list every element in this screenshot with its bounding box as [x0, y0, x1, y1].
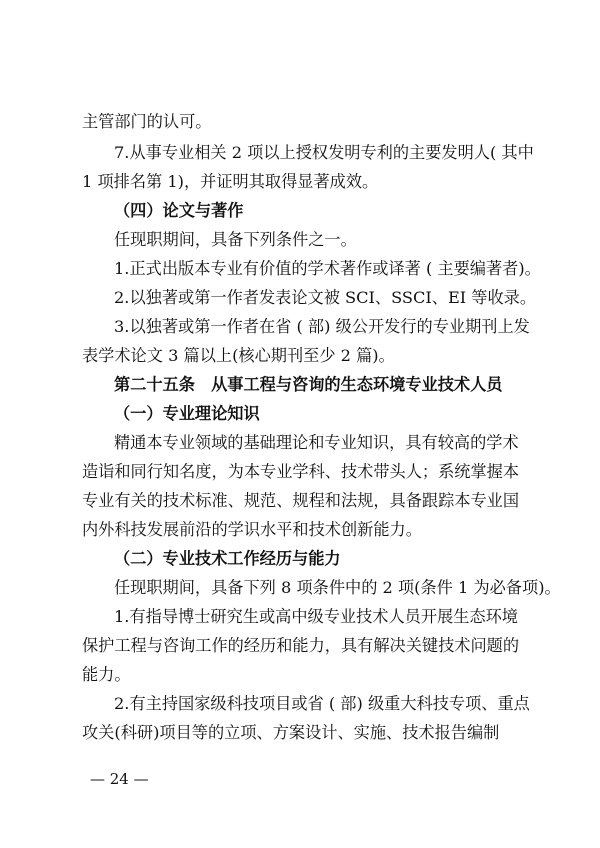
- paragraph-line: 1.有指导博士研究生或高中级专业技术人员开展生态环境: [114, 607, 518, 626]
- paragraph-line: 造诣和同行知名度，为本专业学科、技术带头人；系统掌握本: [82, 462, 520, 481]
- paragraph-line: 精通本专业领域的基础理论和专业知识，具有较高的学术: [114, 433, 519, 452]
- paragraph-line: 表学术论文 3 篇以上(核心期刊至少 2 篇)。: [82, 346, 395, 365]
- paragraph-line: 任现职期间，具备下列 8 项条件中的 2 项(条件 1 为必备项)。: [114, 578, 561, 597]
- paragraph-line: 专业有关的技术标准、规范、规程和法规，具备跟踪本专业国: [82, 491, 520, 510]
- paragraph-line: 任现职期间，具备下列条件之一。: [114, 230, 357, 249]
- paragraph-line: 1 项排名第 1)，并证明其取得显著成效。: [82, 172, 379, 191]
- section-heading: （二）专业技术工作经历与能力: [114, 549, 341, 568]
- paragraph-line: 保护工程与咨询工作的经历和能力，具有解决关键技术问题的: [82, 636, 520, 655]
- paragraph-line: 7.从事专业相关 2 项以上授权发明专利的主要发明人( 其中: [114, 143, 534, 162]
- section-heading: （一）专业理论知识: [114, 404, 260, 423]
- paragraph-line: 2.有主持国家级科技项目或省 ( 部) 级重大科技专项、重点: [114, 694, 530, 713]
- paragraph-line: 内外科技发展前沿的学识水平和技术创新能力。: [82, 520, 422, 539]
- paragraph-line: 2.以独著或第一作者发表论文被 SCI、SSCI、EI 等收录。: [114, 288, 537, 307]
- paragraph-line: 能力。: [82, 665, 131, 684]
- paragraph-line: 1.正式出版本专业有价值的学术著作或译著 ( 主要编著者)。: [114, 259, 541, 278]
- paragraph-line: 攻关(科研)项目等的立项、方案设计、实施、技术报告编制: [82, 723, 500, 742]
- article-heading: 第二十五条 从事工程与咨询的生态环境专业技术人员: [114, 375, 503, 394]
- paragraph-line: 3.以独著或第一作者在省 ( 部) 级公开发行的专业期刊上发: [114, 317, 530, 336]
- page-number: — 24 —: [90, 770, 149, 788]
- paragraph-line: 主管部门的认可。: [82, 112, 212, 131]
- section-heading: （四）论文与著作: [114, 201, 244, 220]
